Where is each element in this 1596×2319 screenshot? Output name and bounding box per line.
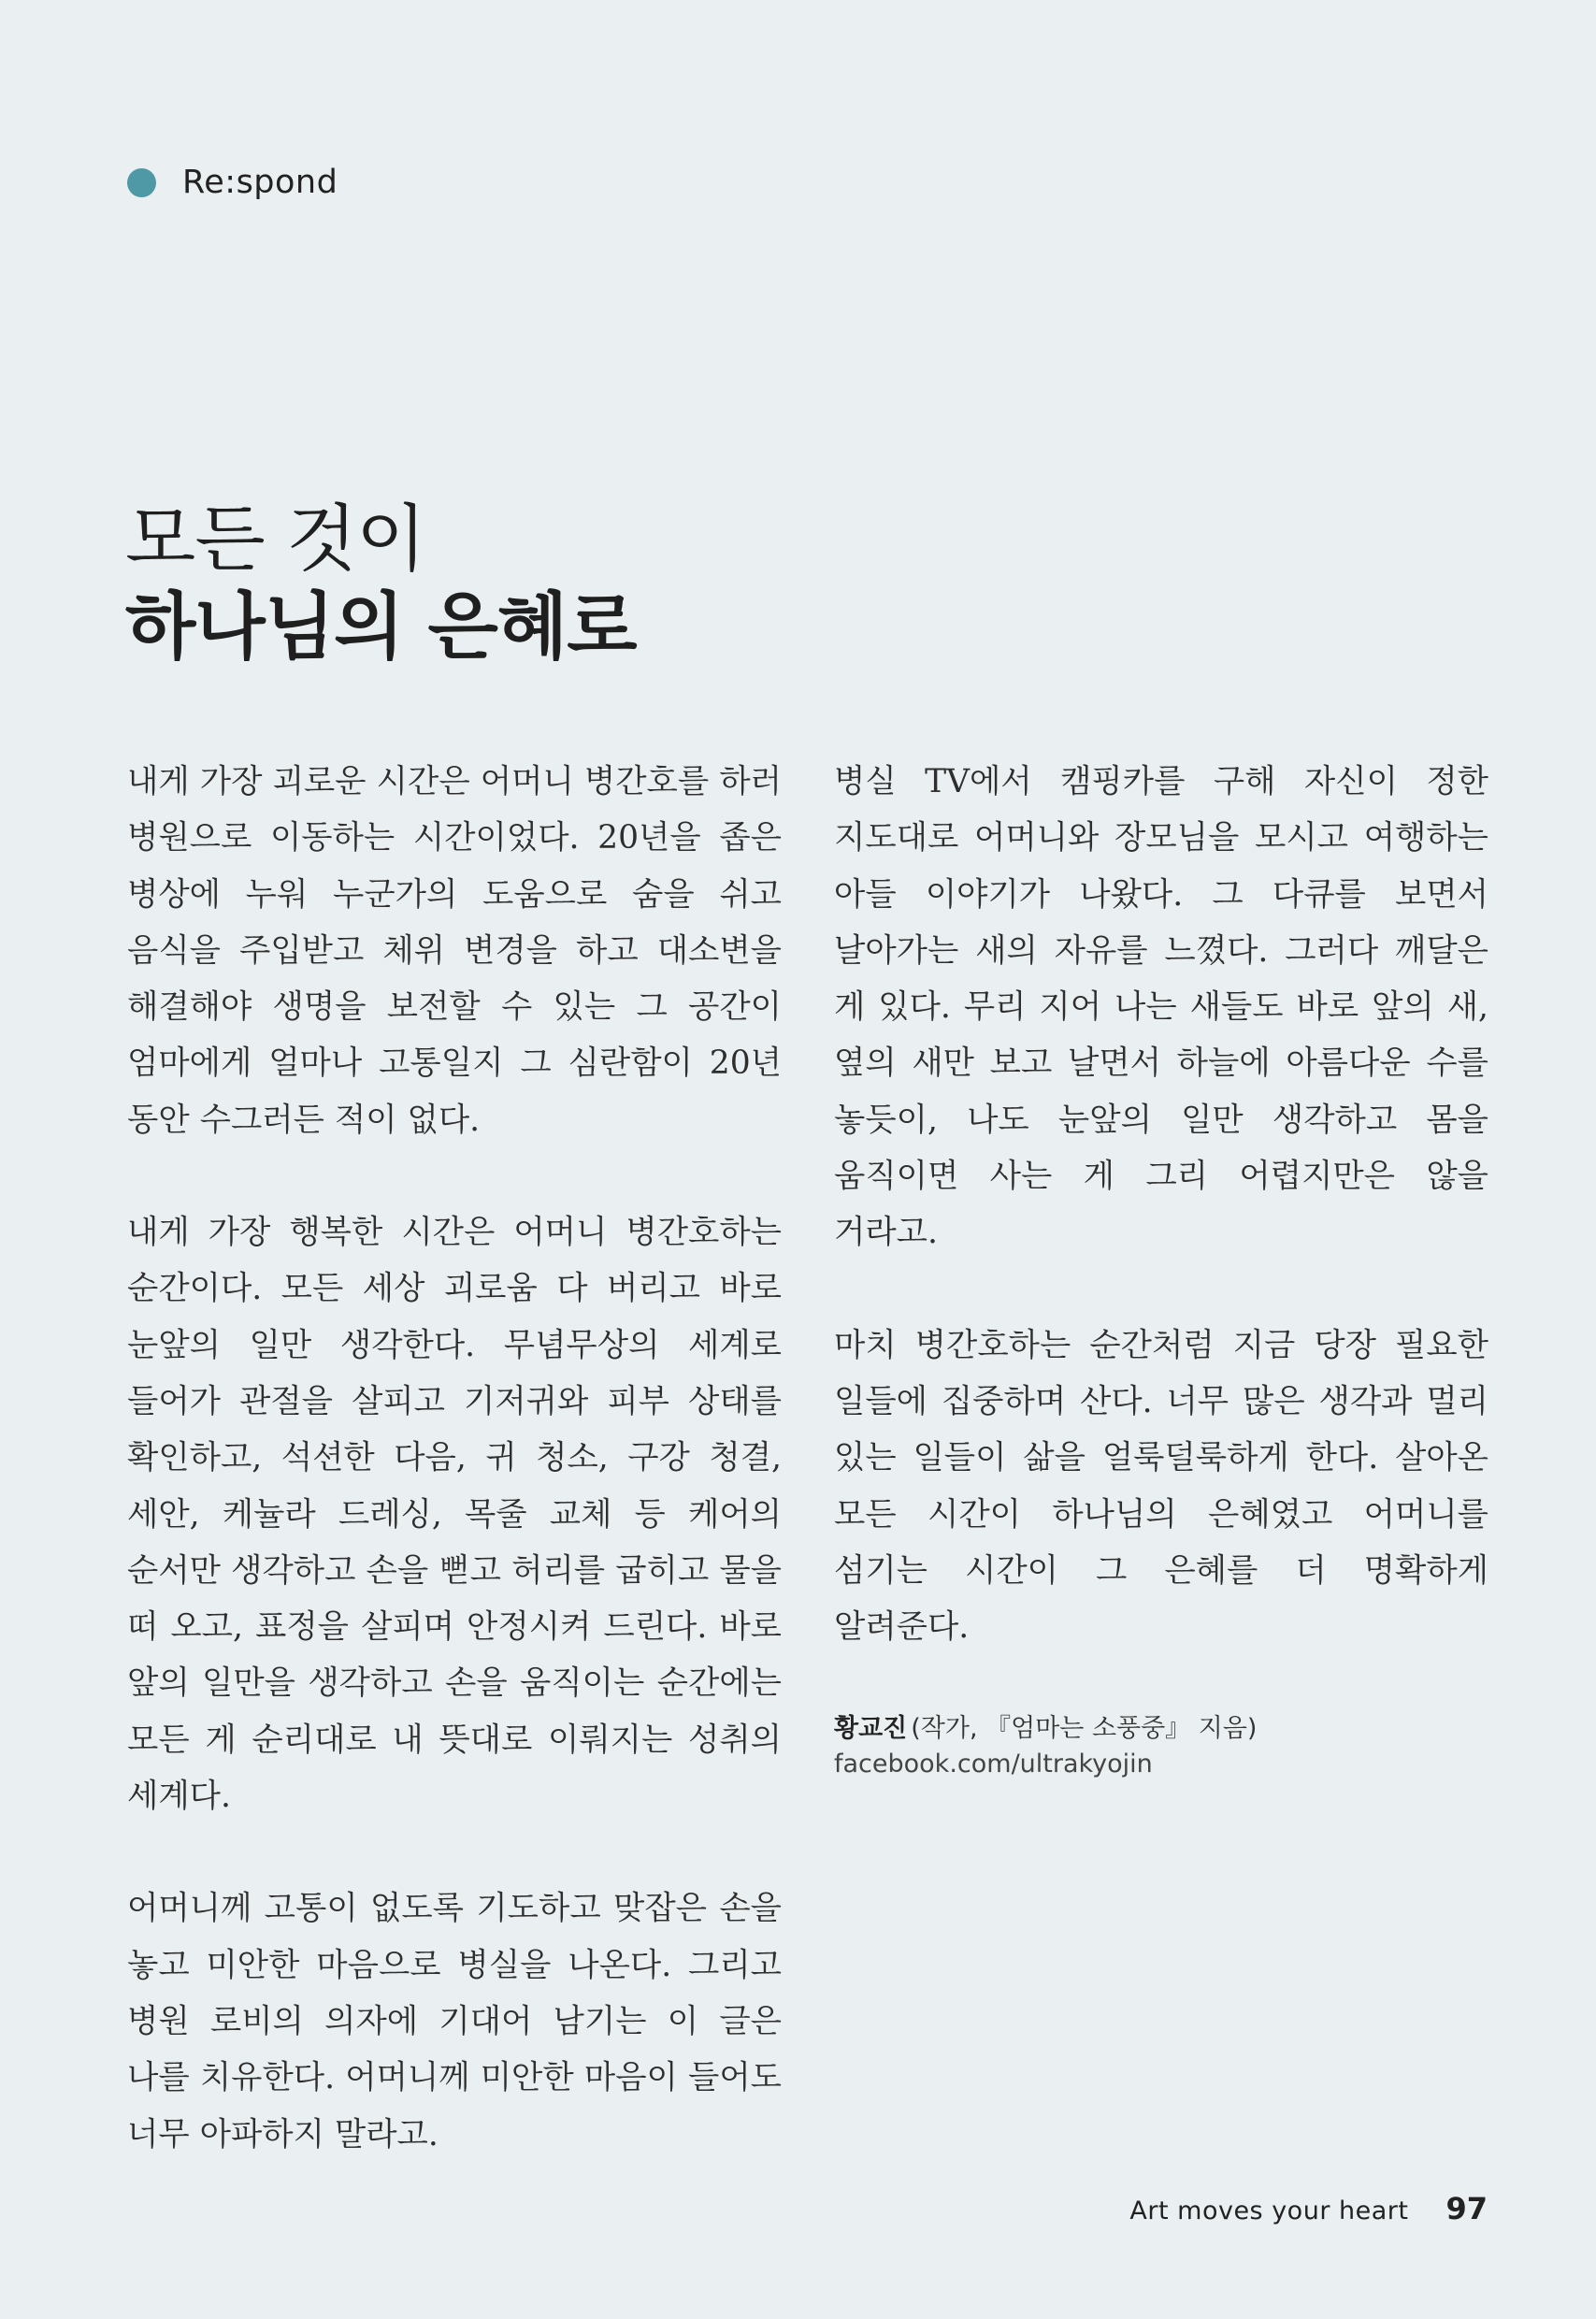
author-link[interactable]: facebook.com/ultrakyojin — [834, 1750, 1153, 1779]
paragraph: 내게 가장 행복한 시간은 어머니 병간호하는 순간이다. 모든 세상 괴로움 다 버리고 바로 눈앞의 일만 생각한다. 무념무상의 세계로 들어가 관절을 살피고 기저귀와 피부 상태를 확인하고, 석션한 다음, 귀 청소, 구강 청결, 세안, 케뉼라 드레싱, 목줄 교체 등 케어의 순서만 생각하고 손을 뻗고 허리를 굽히고 물을 떠 오고, 표정을 살피며 안정시켜 드린다. 바로 앞의 일만을 생각하고 손을 움직이는 순간에는 모든 게 순리대로 내 뜻대로 이뤄지는 성취의 세계다. — [127, 1214, 782, 1816]
page-number: 97 — [1445, 2191, 1488, 2226]
section-label: Re:spond — [182, 164, 338, 201]
paragraph: 내게 가장 괴로운 시간은 어머니 병간호를 하러 병원으로 이동하는 시간이었다. 20년을 좁은 병상에 누워 누군가의 도움으로 숨을 쉬고 음식을 주입받고 체위 변경을 하고 대소변을 해결해야 생명을 보전할 수 있는 그 공간이 엄마에게 얼마나 고통일지 그 심란함이 20년 동안 수그러든 적이 없다. — [127, 763, 782, 1139]
author-role: (작가, 『엄마는 소풍중』 지음) — [911, 1714, 1258, 1744]
title-line-1: 모든 것이 — [125, 497, 426, 582]
paragraph: 마치 병간호하는 순간처럼 지금 당장 필요한 일들에 집중하며 산다. 너무 많은 생각과 멀리 있는 일들이 삶을 얼룩덜룩하게 한다. 살아온 모든 시간이 하나님의 은혜였고 어머니를 섬기는 시간이 그 은혜를 더 명확하게 알려준다. — [834, 1326, 1488, 1647]
author-credit — [834, 1711, 1488, 1782]
article-title — [125, 496, 637, 671]
paragraph: 병실 TV에서 캠핑카를 구해 자신이 정한 지도대로 어머니와 장모님을 모시고 여행하는 아들 이야기가 나왔다. 그 다큐를 보면서 날아가는 새의 자유를 느꼈다. 그러다 깨달은 게 있다. 무리 지어 나는 새들도 바로 앞의 새, 옆의 새만 보고 날면서 하늘에 아름다운 수를 놓듯이, 나도 눈앞의 일만 생각하고 몸을 움직이면 사는 게 그리 어렵지만은 않을 거라고. — [834, 763, 1488, 1252]
title-line-2: 하나님의 은혜로 — [125, 585, 637, 670]
paragraph: 어머니께 고통이 없도록 기도하고 맞잡은 손을 놓고 미안한 마음으로 병실을 나온다. 그리고 병원 로비의 의자에 기대어 남기는 이 글은 나를 치유한다. 어머니께 미안한 마음이 들어도 너무 아파하지 말라고. — [127, 1890, 782, 2153]
section-bullet-icon — [127, 168, 156, 197]
author-name: 황교진 — [834, 1714, 908, 1744]
page-footer — [1129, 2191, 1488, 2226]
section-tag — [127, 164, 338, 201]
footer-tagline: Art moves your heart — [1129, 2197, 1409, 2225]
body-column-left — [127, 754, 782, 2219]
body-column-right — [834, 754, 1488, 1782]
